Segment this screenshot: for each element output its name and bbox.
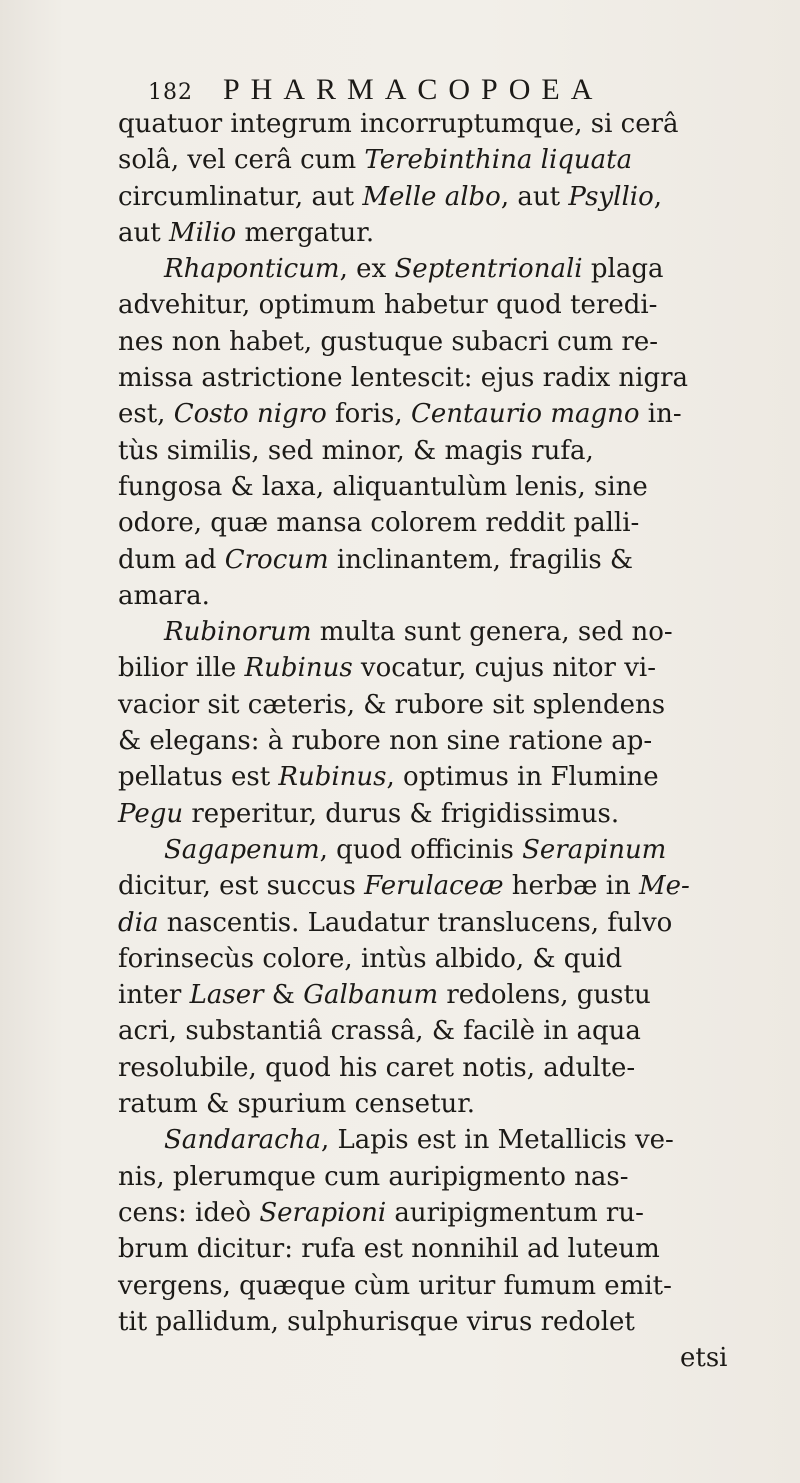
text-run: nascentis. Laudatur translucens, fulvo: [158, 907, 673, 938]
text-run: auripigmentum ru-: [386, 1197, 644, 1228]
italic-term: dia: [118, 907, 159, 938]
text-run: vocatur, cujus nitor vi-: [352, 653, 657, 684]
text-line: [118, 287, 798, 323]
text-run: pellatus est: [118, 762, 279, 793]
text-line: [118, 977, 798, 1013]
text-run: , aut: [500, 181, 569, 212]
text-line: [118, 360, 798, 396]
text-line: [118, 106, 798, 142]
text-run: vacior sit cæteris, & rubore sit splendens: [118, 689, 666, 720]
text-run: , Lapis est in Metallicis ve-: [320, 1125, 674, 1156]
text-run: , optimus in Flumine: [386, 762, 659, 793]
text-line: [118, 142, 798, 178]
italic-term: Pegu: [118, 798, 184, 829]
page-number: 182: [148, 80, 193, 105]
text-line: [118, 505, 798, 541]
italic-term: Sandaracha: [164, 1125, 321, 1156]
text-run: circumlinatur, aut: [118, 181, 363, 212]
text-run: resolubile, quod his caret notis, adulte-: [118, 1052, 636, 1083]
text-line: [118, 542, 798, 578]
text-run: inclinantem, fragilis &: [328, 544, 634, 575]
text-run: bilior ille: [118, 653, 245, 684]
text-line: [118, 650, 798, 686]
text-line: [118, 179, 798, 215]
text-run: , quod officinis: [319, 834, 523, 865]
italic-term: Ferulaceæ: [364, 871, 504, 902]
italic-term: Laser: [189, 980, 264, 1011]
text-run: vergens, quæque cùm uritur fumum emit-: [118, 1270, 672, 1301]
italic-term: Rubinorum: [164, 617, 312, 648]
text-run: mergatur.: [236, 217, 375, 248]
text-run: brum dicitur: rufa est nonnihil ad luteum: [118, 1234, 660, 1265]
text-line: [118, 1268, 798, 1304]
text-run: plaga: [582, 254, 664, 285]
text-run: , ex: [339, 254, 395, 285]
italic-term: Milio: [168, 217, 237, 248]
italic-term: Septentrionali: [394, 254, 583, 285]
text-run: solâ, vel cerâ cum: [118, 145, 365, 176]
text-line: [118, 868, 798, 904]
text-line: [118, 433, 798, 469]
text-run: foris,: [326, 399, 411, 430]
text-run: odore, quæ mansa colorem reddit palli-: [118, 508, 640, 539]
text-run: dicitur, est succus: [118, 871, 365, 902]
text-run: amara.: [118, 580, 210, 611]
italic-term: Centaurio magno: [410, 399, 640, 430]
text-line: [118, 469, 798, 505]
text-run: aut: [118, 217, 169, 248]
text-body: [118, 106, 798, 1376]
text-run: dum ad: [118, 544, 225, 575]
text-line: [118, 215, 798, 251]
italic-term: Costo nigro: [173, 399, 327, 430]
text-line: [118, 1195, 798, 1231]
text-line: [118, 251, 798, 287]
text-line: [118, 1086, 798, 1122]
text-run: est,: [118, 399, 174, 430]
text-run: quatuor integrum incorruptumque, si cerâ: [118, 109, 679, 139]
text-line: [118, 905, 798, 941]
text-run: cens: ideò: [118, 1197, 260, 1228]
text-line: [118, 759, 798, 795]
italic-term: Melle albo: [362, 181, 501, 212]
text-run: herbæ in: [503, 871, 640, 902]
text-run: ratum & spurium censetur.: [118, 1089, 476, 1120]
italic-term: Rhaponticum: [164, 254, 340, 285]
text-line: [118, 396, 798, 432]
text-run: &: [263, 980, 304, 1011]
italic-term: Terebinthina liquata: [364, 145, 633, 176]
text-run: fungosa & laxa, aliquantulùm lenis, sine: [118, 471, 648, 502]
running-title: PHARMACOPOEA: [223, 73, 604, 106]
text-run: nes non habet, gustuque subacri cum re-: [118, 326, 658, 357]
italic-term: Serapioni: [259, 1197, 387, 1228]
text-line: [118, 1304, 798, 1340]
text-run: missa astrictione lentescit: ejus radix nigra: [118, 363, 689, 394]
text-line: [118, 1013, 798, 1049]
text-run: tit pallidum, sulphurisque virus redolet: [118, 1306, 635, 1337]
italic-term: Rubinus: [244, 653, 353, 684]
text-run: in-: [639, 399, 682, 430]
text-line: [118, 1122, 798, 1158]
text-line: [118, 1050, 798, 1086]
italic-term: Crocum: [224, 544, 329, 575]
text-line: [118, 578, 798, 614]
italic-term: Galbanum: [303, 980, 439, 1011]
text-line: [118, 941, 798, 977]
text-run: redolens, gustu: [438, 980, 651, 1011]
text-run: reperitur, durus & frigidissimus.: [183, 798, 620, 829]
text-line: [118, 723, 798, 759]
italic-term: Psyllio: [568, 181, 654, 212]
text-line: [118, 832, 798, 868]
text-run: acri, substantiâ crassâ, & facilè in aqua: [118, 1016, 641, 1047]
text-run: tùs similis, sed minor, & magis rufa,: [118, 435, 594, 466]
text-run: ,: [653, 181, 663, 212]
italic-term: Rubinus: [278, 762, 387, 793]
text-line: [118, 687, 798, 723]
text-run: nis, plerumque cum auripigmento nas-: [118, 1161, 629, 1192]
text-run: advehitur, optimum habetur quod teredi-: [118, 290, 658, 321]
text-line: [118, 324, 798, 360]
italic-term: Me-: [639, 871, 690, 902]
text-line: [118, 614, 798, 650]
italic-term: Sagapenum: [164, 834, 320, 865]
text-line: [118, 1159, 798, 1195]
text-run: etsi: [680, 1343, 728, 1374]
catchword: [118, 1340, 798, 1376]
text-line: [118, 796, 798, 832]
text-run: & elegans: à rubore non sine ratione ap-: [118, 726, 653, 757]
italic-term: Serapinum: [522, 834, 667, 865]
text-run: inter: [118, 980, 190, 1011]
text-run: multa sunt genera, sed no-: [311, 617, 673, 648]
text-run: forinsecùs colore, intùs albido, & quid: [118, 943, 623, 974]
text-line: [118, 1231, 798, 1267]
